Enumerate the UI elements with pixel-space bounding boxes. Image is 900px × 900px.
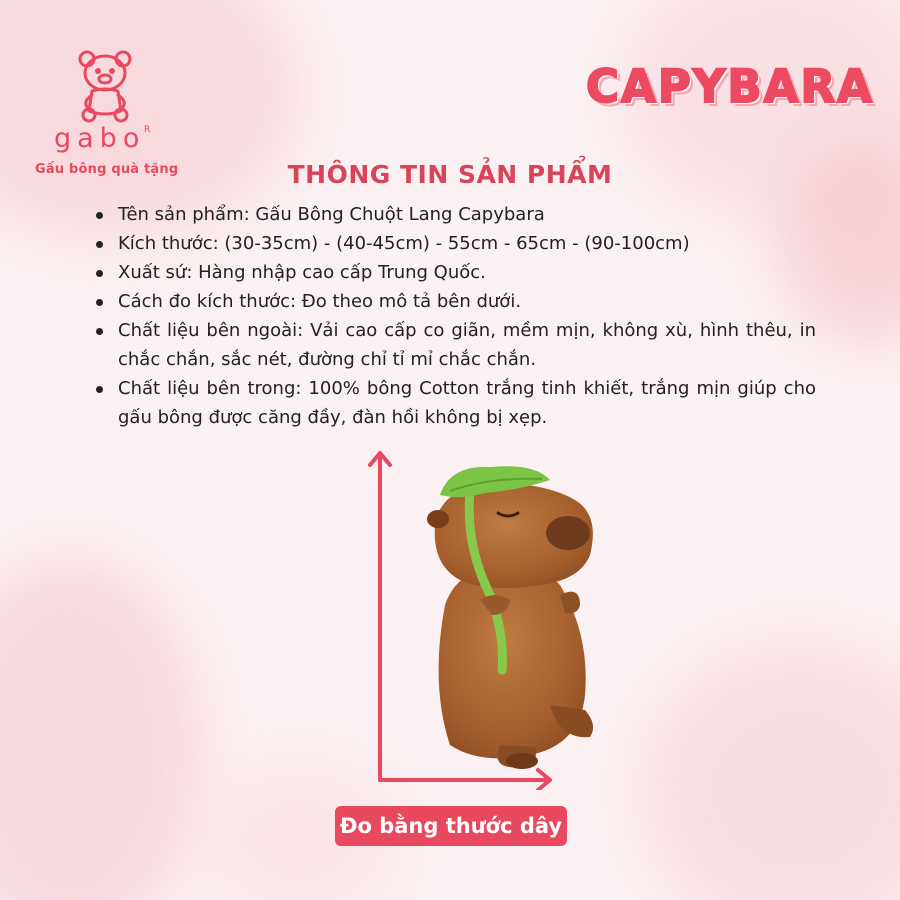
brand-title: CAPYBARA xyxy=(585,60,874,113)
logo-wordmark: gabo xyxy=(54,123,146,154)
teddy-bear-logo-icon xyxy=(65,45,145,125)
info-item-inner-material: Chất liệu bên trong: 100% bông Cotton trắng tinh khiết, trắng mịn giúp cho gấu bông được căng đầy, đàn hồi không bị xẹp. xyxy=(94,374,816,432)
info-item-name: Tên sản phẩm: Gấu Bông Chuột Lang Capybara xyxy=(94,200,816,229)
measure-arrow-vertical-icon xyxy=(370,453,390,780)
info-item-origin: Xuất sứ: Hàng nhập cao cấp Trung Quốc. xyxy=(94,258,816,287)
info-item-measure-method: Cách đo kích thước: Đo theo mô tả bên dưới. xyxy=(94,287,816,316)
measure-label-badge: Đo bằng thước dây xyxy=(335,806,567,846)
registered-mark: R xyxy=(144,125,151,135)
info-item-outer-material: Chất liệu bên ngoài: Vải cao cấp co giãn, mềm mịn, không xù, hình thêu, in chắc chắn, sắc nét, đường chỉ tỉ mỉ chắc chắn. xyxy=(94,316,816,374)
logo-tagline: Gấu bông quà tặng xyxy=(35,162,179,177)
info-item-size: Kích thước: (30-35cm) - (40-45cm) - 55cm - 65cm - (90-100cm) xyxy=(94,229,816,258)
section-heading: THÔNG TIN SẢN PHẨM xyxy=(287,160,613,189)
product-info-list xyxy=(94,200,816,432)
capybara-plush-image xyxy=(410,455,610,775)
